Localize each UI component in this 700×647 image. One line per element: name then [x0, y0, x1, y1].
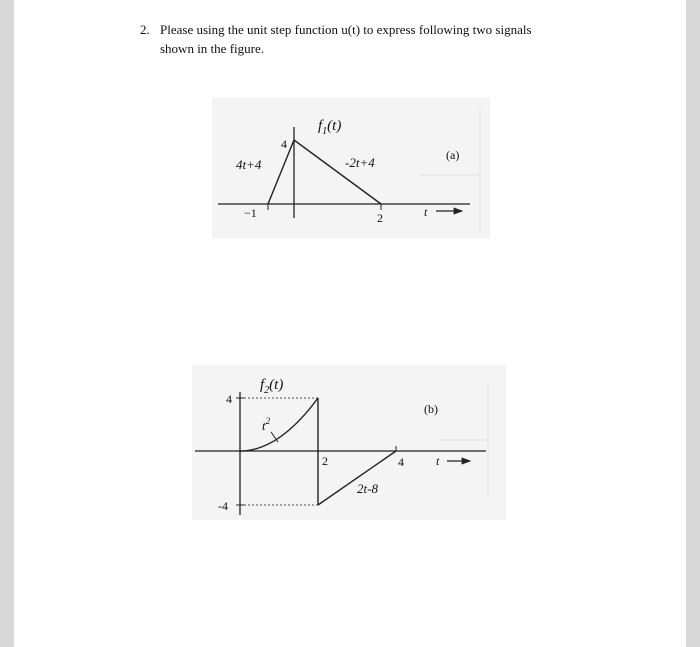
- figure-a-peak-label: 4: [281, 137, 287, 151]
- figure-b-tick-label-4: 4: [398, 455, 404, 469]
- question-text-line2: shown in the figure.: [160, 41, 264, 56]
- figure-b-y-label-minus4: -4: [218, 499, 228, 513]
- figure-b-title: $f_2(t)$: [260, 377, 284, 396]
- figure-b: [192, 365, 506, 520]
- figure-b-curve-expression: $t^2$: [262, 416, 271, 433]
- figure-a-left-expression: 4t+4: [236, 157, 262, 172]
- figure-a-tick-label-2: 2: [377, 211, 383, 225]
- figure-b-background: [192, 365, 506, 520]
- figure-b-y-label-4: 4: [226, 392, 232, 406]
- figure-b-t-label: t: [436, 454, 440, 468]
- figure-b-tick-label-2: 2: [322, 454, 328, 468]
- figure-a-right-expression: -2t+4: [345, 155, 375, 170]
- figure-b-line-expression: 2t-8: [357, 481, 378, 496]
- figure-a-tick-label-minus1: −1: [244, 206, 257, 220]
- figure-a-title: $f_1(t)$: [318, 118, 342, 137]
- figure-a-t-label: t: [424, 205, 428, 219]
- question-number: 2.: [140, 22, 150, 37]
- figure-a-panel-label: (a): [446, 148, 460, 162]
- figure-a: [212, 98, 490, 238]
- figure-b-panel-label: (b): [424, 402, 438, 416]
- question-text-line1: Please using the unit step function u(t) to express following two signals: [160, 22, 532, 37]
